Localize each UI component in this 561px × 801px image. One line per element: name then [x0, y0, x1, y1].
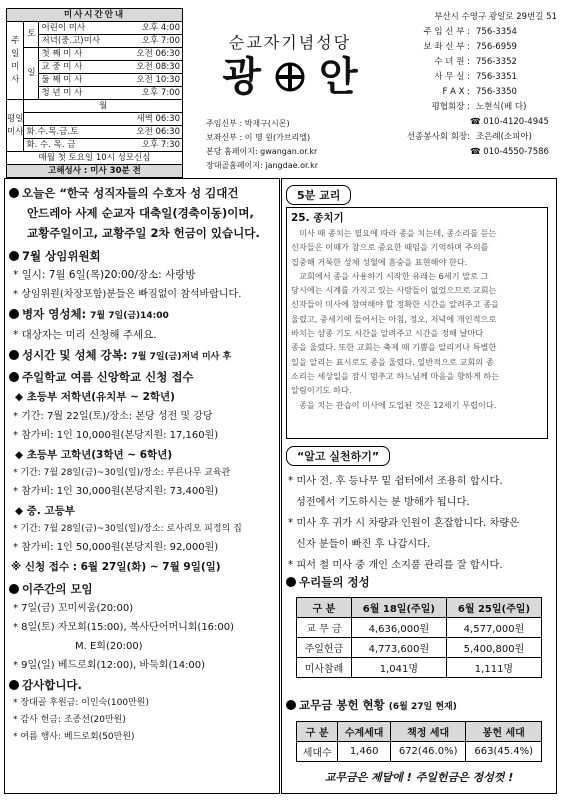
- article-line: 미사 때 종치는 필요에 따라 종을 치는데, 종소리를 듣는: [299, 228, 497, 238]
- offering-head: 6월 25일(주일): [446, 598, 541, 618]
- contact-row: 보 좌 신 부 : 756-6959: [423, 42, 517, 52]
- catechism-box-title: 5분 교리: [286, 185, 351, 205]
- mass-row: 화.수.목.금.토 오전 06:30: [24, 126, 183, 139]
- council-row: 평협회장 : 노현식(베 다): [431, 102, 527, 112]
- camp-lower: ◆ 초등부 저학년(유치부 ~ 2학년): [15, 391, 175, 403]
- slogan: 교무금은 제달에 ! 주일헌금은 정성껏 !: [324, 771, 514, 784]
- article-line: 집중해 거룩한 성체 성혈에 흠숭을 표현해야 한다.: [291, 256, 468, 267]
- dues-head: 책정 세대: [390, 722, 466, 742]
- committee-note: * 상임위원(차장포함)분들은 빠짐없이 참석바랍니다.: [13, 289, 242, 300]
- article-line: 종을 울렸다. 또한 교회는 축제 때 기쁨을 알리거나 특별한: [291, 342, 497, 353]
- meeting-row: * 7일(금) 꼬미씨움(20:00): [13, 603, 134, 614]
- weekday-mass-label: 평일 미사: [7, 100, 24, 152]
- thanks-row: * 감사 헌금: 조종선(20만원): [13, 715, 126, 725]
- dues-cell: 663(45.4%): [466, 742, 542, 762]
- mass-row: 저녁(중.고)미사 오후 7:00: [39, 35, 183, 48]
- offering-cell: 4,773,600원: [351, 638, 446, 658]
- camp-youth-fee: * 참가비: 1인 50,000원(본당지원: 92,000원): [13, 542, 219, 553]
- mass-row: 화. 수. 목. 금 오후 7:30: [24, 139, 183, 152]
- article-title: 25. 종치기: [291, 212, 344, 224]
- council-phone: ☎ 010-4120-4945: [470, 117, 549, 127]
- thanks-row: * 여름 행사: 베드로회(50만원): [13, 732, 135, 742]
- confession-note: 고해성사 : 미사 30분 전: [7, 165, 183, 178]
- mass-row: 어린이 미사 오후 4:00: [39, 22, 183, 35]
- article-line: 일을 알리는 표시로도 종을 울렸다. 일반적으로 교회의 종: [291, 356, 494, 367]
- news-column: [4, 178, 280, 794]
- section-holy-hour: 성시간 및 성체 강복: 7월 7일(금)저녁 미사 후: [9, 345, 279, 367]
- mass-schedule-title: 미사시간안내: [7, 9, 183, 22]
- mass-row: 청 년 미 사 오후 7:00: [39, 87, 183, 100]
- practice-item: * 미사 전. 후 등나무 밑 쉼터에서 조용히 합시다.: [288, 476, 503, 487]
- camp-signup-note: ※ 신청 접수 : 6월 27일(화) ~ 7월 9일(일): [11, 561, 221, 573]
- contact-row: F A X : 756-3350: [442, 87, 517, 97]
- offering-cell: 4,577,000원: [446, 618, 541, 638]
- church-logo-icon: [275, 62, 305, 92]
- jangdae-row: 장대골홈페이지: jangdae.or.kr: [206, 161, 318, 170]
- article-line: 바치는 삼종 기도 시간을 알려주고 시간을 정해 날마다: [291, 328, 484, 339]
- article-line: 신자들이 미사에 참여해야 할 정확한 시간을 알려주고 종을: [291, 299, 500, 310]
- thanks-row: * 장대골 후원금: 이인숙(100만원): [13, 698, 149, 708]
- masthead: [190, 8, 390, 178]
- contact-row: 사 무 실 : 756-3351: [434, 72, 517, 82]
- practice-list: [288, 471, 552, 576]
- section-thanks: 감사합니다.: [9, 675, 279, 695]
- deacon-row: 선종봉사회 회장: 조은례(소피아): [406, 132, 532, 142]
- catechism-box: [286, 207, 548, 439]
- article-line: 교회에서 종을 사용하기 시작한 유래는 6세기 말로 그: [299, 270, 489, 281]
- article-line: 당시에는 시계를 가지고 있는 사람들이 없었으므로 교회는: [291, 285, 497, 296]
- section-meetings: 이주간의 모임: [9, 579, 279, 599]
- article-body: [291, 226, 543, 412]
- practice-title: “알고 실천하기”: [286, 446, 390, 466]
- offering-table: [296, 597, 542, 678]
- mass-row: 첫 째 미 사 오전 06:30: [39, 48, 183, 61]
- offering-cell: 1,111명: [446, 658, 541, 678]
- mass-schedule-table: [6, 8, 183, 178]
- mass-schedule: [6, 8, 183, 174]
- meeting-row: * 9일(일) 베드로회(12:00), 바둑회(14:00): [13, 660, 206, 671]
- dues-cell: 1,460: [338, 742, 391, 762]
- article-line: 알림이기도 하다.: [291, 385, 352, 396]
- right-column: [281, 178, 557, 794]
- offering-cell: 미사참례: [297, 658, 352, 678]
- offering-head: 6월 18일(주일): [351, 598, 446, 618]
- camp-lower-date: * 기간: 7월 22일(토)/장소: 본당 성전 및 강당: [13, 411, 213, 422]
- church-name: 순교자기념성당: [228, 33, 352, 52]
- first-saturday-note: 매월 첫 토요일 10시 성모신심: [7, 152, 183, 165]
- sunday-col-label: 일: [24, 48, 39, 100]
- offering-cell: 4,636,000원: [351, 618, 446, 638]
- offering-title: 우리들의 정성: [286, 572, 370, 592]
- section-summer-camp: 주일학교 여름 신앙학교 신청 접수: [9, 367, 279, 387]
- offering-cell: 1,041명: [351, 658, 446, 678]
- camp-youth-date: * 기간: 7월 28일(금)~30일(일)/장소: 로사리오 피정의 집: [13, 524, 242, 534]
- offering-head: 구 분: [297, 598, 352, 618]
- deacon-phone: ☎ 010-4550-7586: [470, 147, 549, 157]
- sunday-mass-label: 주 일 미 사: [7, 22, 24, 100]
- dues-cell: 672(46.0%): [390, 742, 466, 762]
- pastor-row: 주임신부 : 박재구(시몬): [206, 119, 290, 128]
- article-line: 신자들은 이때가 참으로 중요한 때임을 기억하며 주의를: [291, 242, 489, 253]
- contact-row: 수 녀 원 : 756-3352: [434, 57, 517, 67]
- dues-head: 수계세대: [338, 722, 391, 742]
- section-sick-communion: 병자 영성체: 7월 7일(금)14:00: [9, 304, 279, 326]
- camp-upper-fee: * 참가비: 1인 30,000원(본당지원: 73,400원): [13, 486, 219, 497]
- practice-item: 성전에서 기도하시는 분 방해가 됩니다.: [296, 497, 470, 508]
- practice-item: 신자 분들이 빠진 후 나갑시다.: [296, 539, 431, 550]
- offering-cell: 주일헌금: [297, 638, 352, 658]
- section-committee: 7월 상임위원회: [9, 246, 279, 266]
- article-line: 소리는 세상일을 잠시 멈추고 하느님께 마음을 향하게 하는: [291, 370, 500, 381]
- camp-youth: ◆ 중. 고등부: [15, 505, 75, 517]
- dues-title: 교무금 봉헌 현황 (6월 27일 현재): [286, 695, 457, 717]
- article-line: 울렸고, 중세기에 들어서는 아침, 정오, 저녁에 개인적으로: [291, 313, 497, 324]
- dues-head: 구 분: [297, 722, 338, 742]
- intro-line: 안드레아 사제 순교자 대축일(경축이동)이며,: [27, 206, 254, 220]
- offering-cell: 교 무 금: [297, 618, 352, 638]
- dues-cell: 세대수: [297, 742, 338, 762]
- assistant-row: 보좌신부 : 이 명 원(가브리엘): [206, 133, 311, 142]
- meeting-row: M. E회(20:00): [75, 641, 143, 652]
- dues-table: [296, 721, 542, 762]
- committee-date: * 일시: 7월 6일(목)20:00/장소: 사랑방: [13, 269, 196, 281]
- intro: 오늘은 “한국 성직자들의 수호자 성 김대건: [9, 183, 279, 203]
- practice-item: * 미사 후 귀가 시 차량과 인원이 혼잡합니다. 차량은: [288, 518, 520, 529]
- article-line: 종을 치는 관습이 미사에 도입된 것은 12세기 무렵이다.: [299, 399, 497, 410]
- camp-upper-date: * 기간: 7월 28일(금)~30일(일)/장소: 푸른나무 교육관: [13, 468, 231, 478]
- camp-upper: ◆ 초등부 고학년(3학년 ~ 6학년): [15, 449, 173, 461]
- intro-line: 교황주일이고, 교황주일 2차 헌금이 있습니다.: [27, 226, 260, 240]
- address: 부산시 수영구 광일로 29번길 51: [434, 12, 557, 22]
- bulletin-title: 광 안: [222, 53, 358, 100]
- camp-lower-fee: * 참가비: 1인 10,000원(본당지원: 17,160원): [13, 430, 219, 441]
- meeting-row: * 8일(토) 자모회(15:00), 복사단어머니회(16:00): [13, 622, 235, 633]
- sick-note: * 대상자는 미리 신청해 주세요.: [13, 329, 157, 341]
- mass-row: 교 중 미 사 오전 08:30: [39, 61, 183, 74]
- dues-head: 봉헌 세대: [466, 722, 542, 742]
- saturday-label: 토: [24, 22, 39, 48]
- weekday-monday-label: 월: [24, 100, 183, 113]
- offering-cell: 5,400,800원: [446, 638, 541, 658]
- practice-item: * 피서 철 미사 중 개인 소지품 관리를 잘 합시다.: [288, 560, 503, 571]
- contact-row: 주 임 신 부 : 756-3354: [423, 27, 517, 37]
- contacts: [392, 10, 557, 160]
- monday-time: 새벽 06:30: [24, 113, 183, 126]
- homepage-row: 본당 홈페이지: gwangan.or.kr: [206, 147, 318, 156]
- mass-row: 둘 째 미 사 오전 10:30: [39, 74, 183, 87]
